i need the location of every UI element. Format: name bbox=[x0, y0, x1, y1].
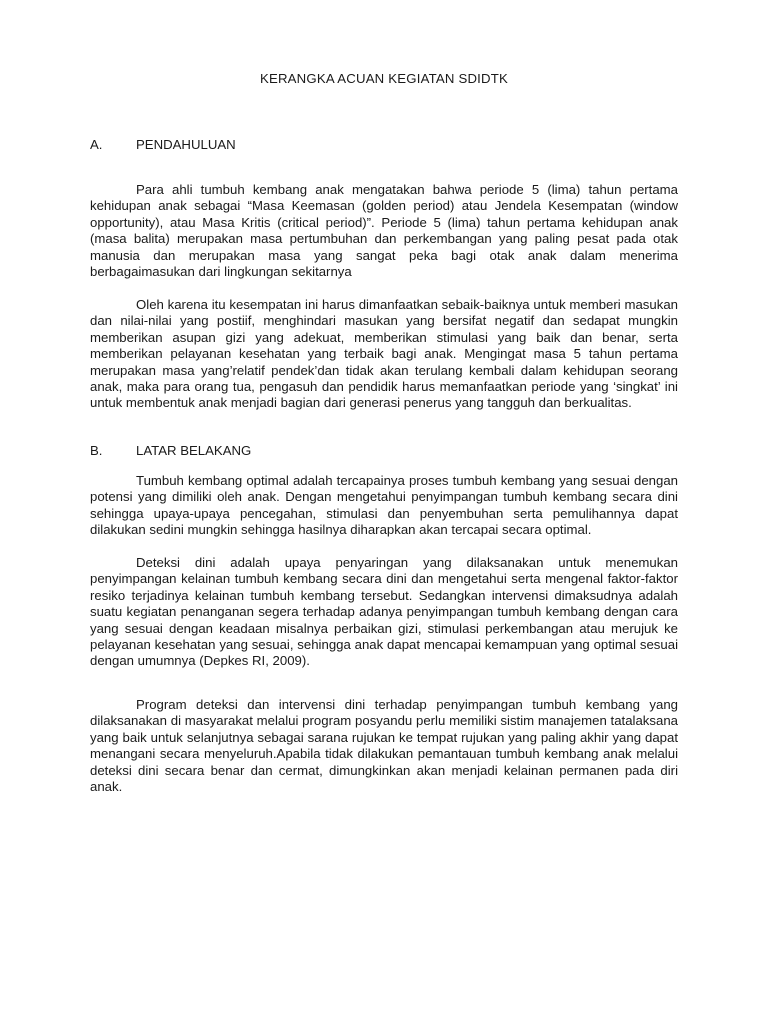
section-b-paragraph-1: Tumbuh kembang optimal adalah tercapainya proses tumbuh kembang yang sesuai dengan potensi yang dimiliki oleh anak. Dengan mengetahui penyimpangan tumbuh kembang secara dini sehingga upaya-upaya pencegahan, stimulasi dan penyembuhan serta pemulihannya dapat dilakukan sedini mungkin sehingga hasilnya diharapkan akan tercapai secara optimal. bbox=[90, 473, 678, 538]
section-b-title: LATAR BELAKANG bbox=[136, 443, 252, 458]
section-b-number: B. bbox=[90, 443, 103, 458]
section-a-heading bbox=[90, 137, 236, 152]
section-a-number: A. bbox=[90, 137, 103, 152]
section-b-paragraph-2: Deteksi dini adalah upaya penyaringan yang dilaksanakan untuk menemukan penyimpangan kelainan tumbuh kembang secara dini dan mengetahui serta mengenal faktor-faktor resiko terjadinya kelainan tumbuh kembang tersebut. Sedangkan intervensi dimaksudnya adalah suatu kegiatan penanganan segera terhadap adanya penyimpangan tumbuh kembang dengan cara yang sesuai dengan keadaan misalnya perbaikan gizi, stimulasi perkembangan atau merujuk ke pelayanan kesehatan yang sesuai, sehingga anak dapat mencapai kemampuan yang optimal sesuai dengan umumnya (Depkes RI, 2009). bbox=[90, 555, 678, 669]
section-a-title: PENDAHULUAN bbox=[136, 137, 236, 152]
section-a-paragraph-2: Oleh karena itu kesempatan ini harus dimanfaatkan sebaik-baiknya untuk memberi masukan dan nilai-nilai yang postiif, menghindari masukan yang bersifat negatif dan sedapat mungkin memberikan asupan gizi yang adekuat, memberikan stimulasi yang baik dan benar, serta memberikan pelayanan kesehatan yang terbaik bagi anak. Mengingat masa 5 tahun pertama merupakan masa yang’relatif pendek’dan tidak akan terulang kembali dalam kehidupan seorang anak, maka para orang tua, pengasuh dan pendidik harus memanfaatkan periode yang ‘singkat’ ini untuk membentuk anak menjadi bagian dari generasi penerus yang tangguh dan berkualitas. bbox=[90, 297, 678, 411]
section-b-heading bbox=[90, 443, 251, 458]
section-b-paragraph-3: Program deteksi dan intervensi dini terhadap penyimpangan tumbuh kembang yang dilaksanakan di masyarakat melalui program posyandu perlu memiliki sistim manajemen tatalaksana yang baik untuk selanjutnya sebagai sarana rujukan ke tempat rujukan yang paling akhir yang dapat menangani secara menyeluruh.Apabila tidak dilakukan pemantauan tumbuh kembang anak melalui deteksi dini secara benar dan cermat, dimungkinkan akan menjadi kelainan permanen pada diri anak. bbox=[90, 697, 678, 795]
section-a-paragraph-1: Para ahli tumbuh kembang anak mengatakan bahwa periode 5 (lima) tahun pertama kehidupan anak sebagai “Masa Keemasan (golden period) atau Jendela Kesempatan (window opportunity), atau Masa Kritis (critical period)”. Periode 5 (lima) tahun pertama kehidupan anak (masa balita) merupakan masa pertumbuhan dan perkembangan yang paling pesat pada otak manusia dan merupakan masa yang sangat peka bagi otak anak dalam menerima berbagaimasukan dari lingkungan sekitarnya bbox=[90, 182, 678, 280]
document-title: KERANGKA ACUAN KEGIATAN SDIDTK bbox=[259, 71, 509, 86]
